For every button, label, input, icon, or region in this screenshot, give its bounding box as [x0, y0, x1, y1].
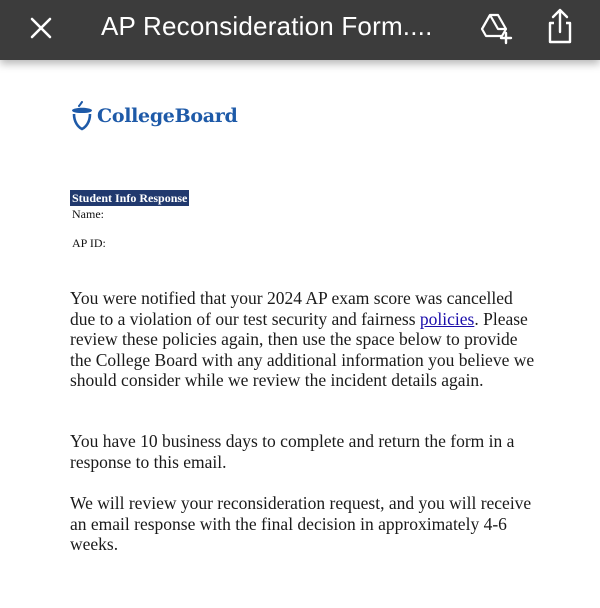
paragraph-text: . Please review these policies again, then use the space below to provide the College Board with any additional information you believe we should consider while we review the incident details again.	[70, 308, 535, 390]
ap-id-label: AP ID:	[72, 236, 106, 250]
app-header	[0, 0, 600, 60]
share-button[interactable]	[540, 5, 580, 49]
close-icon	[22, 9, 60, 47]
add-to-drive-icon	[476, 7, 516, 47]
share-icon	[540, 5, 580, 49]
student-info-heading: Student Info Response	[72, 191, 188, 205]
close-button[interactable]	[22, 9, 60, 47]
add-to-drive-button[interactable]	[476, 7, 516, 47]
review-paragraph: We will review your reconsideration request, and you will receive an email response with the final decision in approximately 4-6 weeks.	[70, 493, 532, 554]
acorn-icon	[70, 101, 94, 131]
document-title: AP Reconsideration Form....	[101, 11, 433, 41]
deadline-paragraph: You have 10 business days to complete and return the form in a response to this email.	[70, 431, 515, 472]
policies-link[interactable]: policies	[419, 308, 475, 329]
collegeboard-logo	[70, 100, 237, 132]
notification-paragraph	[70, 288, 540, 391]
logo-text: CollegeBoard	[97, 105, 238, 127]
paragraph-text: You were notified that your 2024 AP exam score was cancelled due to a violation of our test security and fairness	[70, 288, 513, 329]
name-label: Name:	[72, 207, 104, 221]
